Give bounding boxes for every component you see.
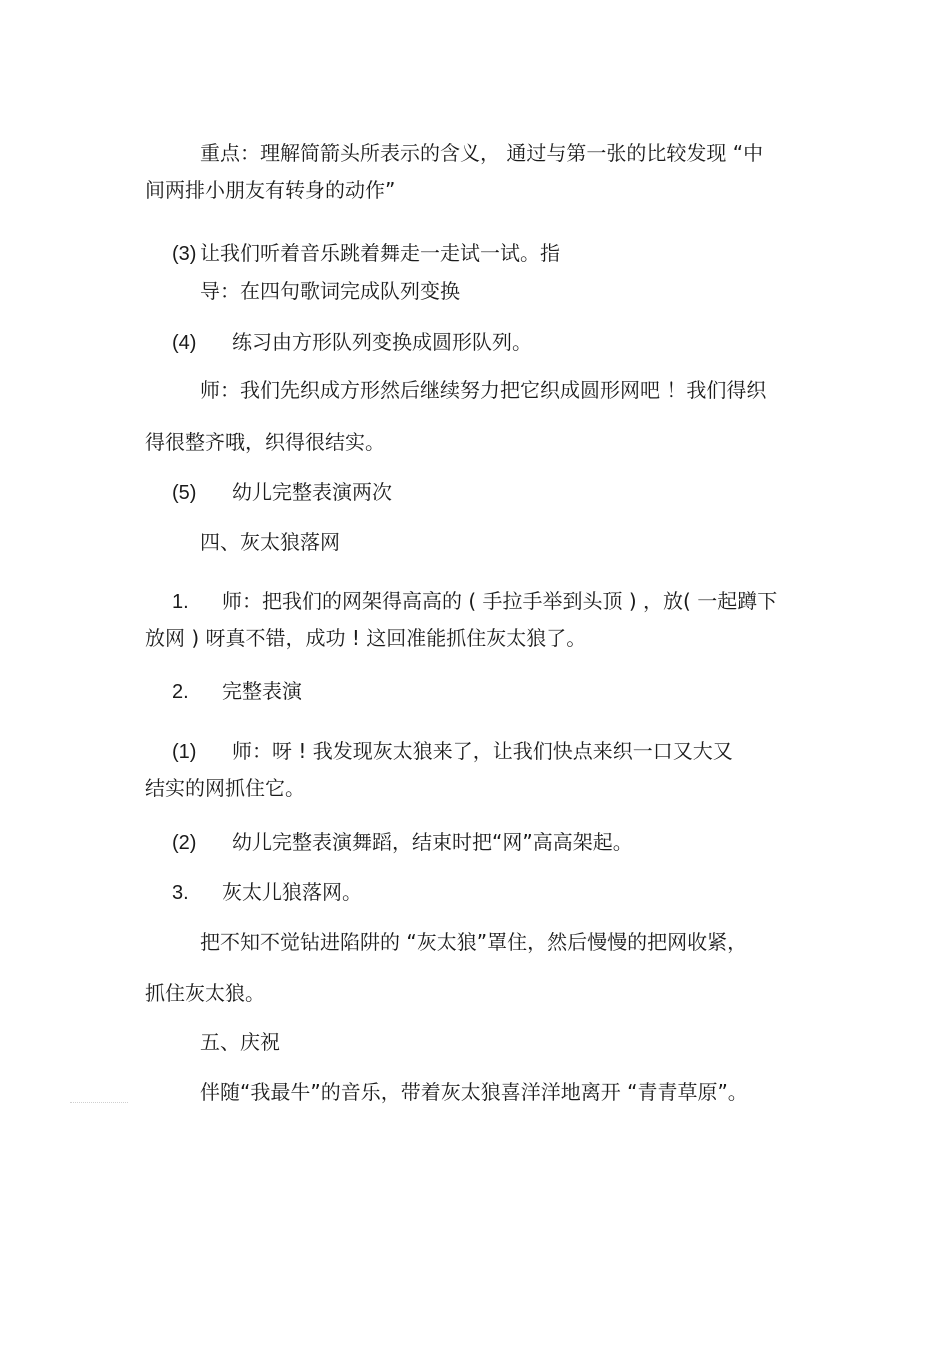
sub-1-line1: 师：呀 ! 我发现灰太狼来了，让我们快点来织一口又大又 [232,739,733,763]
sub-1-line2: 结实的网抓住它。 [145,776,305,800]
paragraph-teacher-line1: 师：我们先织成方形然后继续努力把它织成圆形网吧 ！我们得织 [200,378,767,402]
sub-2-text: 幼儿完整表演舞蹈，结束时把“网”高高架起。 [232,830,633,854]
step-1-line1: 师：把我们的网架得高高的 ( 手拉手举到头顶 ) ，放( 一起蹲下 [222,589,778,613]
step-1-number: 1. [172,591,189,613]
paragraph-trap-line2: 抓住灰太狼。 [145,981,265,1005]
item-5-text: 幼儿完整表演两次 [232,480,392,504]
sub-1-number: (1) [172,741,197,763]
paragraph-celebrate: 伴随“我最牛”的音乐，带着灰太狼喜洋洋地离开 “青青草原”。 [200,1080,748,1104]
paragraph-key-point-line1: 重点：理解简箭头所表示的含义， 通过与第一张的比较发现 “中 [200,141,764,165]
item-4-text: 练习由方形队列变换成圆形队列。 [232,330,532,354]
step-1-line2: 放网 ) 呀真不错，成功 ! 这回准能抓住灰太狼了。 [145,626,587,650]
scan-mark [70,1102,128,1104]
step-2-number: 2. [172,681,189,703]
step-3-number: 3. [172,882,189,904]
paragraph-teacher-line2: 得很整齐哦，织得很结实。 [145,430,385,454]
section-4-heading: 四、灰太狼落网 [200,530,340,554]
step-3-text: 灰太儿狼落网。 [222,880,362,904]
item-4-number: (4) [172,332,197,354]
item-5-number: (5) [172,482,197,504]
paragraph-trap-line1: 把不知不觉钻进陷阱的 “灰太狼”罩住，然后慢慢的把网收紧， [200,930,748,954]
paragraph-key-point-line2: 间两排小朋友有转身的动作” [145,178,396,202]
item-3-number: (3) [172,243,197,265]
sub-2-number: (2) [172,832,197,854]
section-5-heading: 五、庆祝 [200,1030,280,1054]
item-3-line1: 让我们听着音乐跳着舞走一走试一试。指 [200,241,560,265]
step-2-text: 完整表演 [222,679,302,703]
item-3-line2: 导：在四句歌词完成队列变换 [200,279,460,303]
